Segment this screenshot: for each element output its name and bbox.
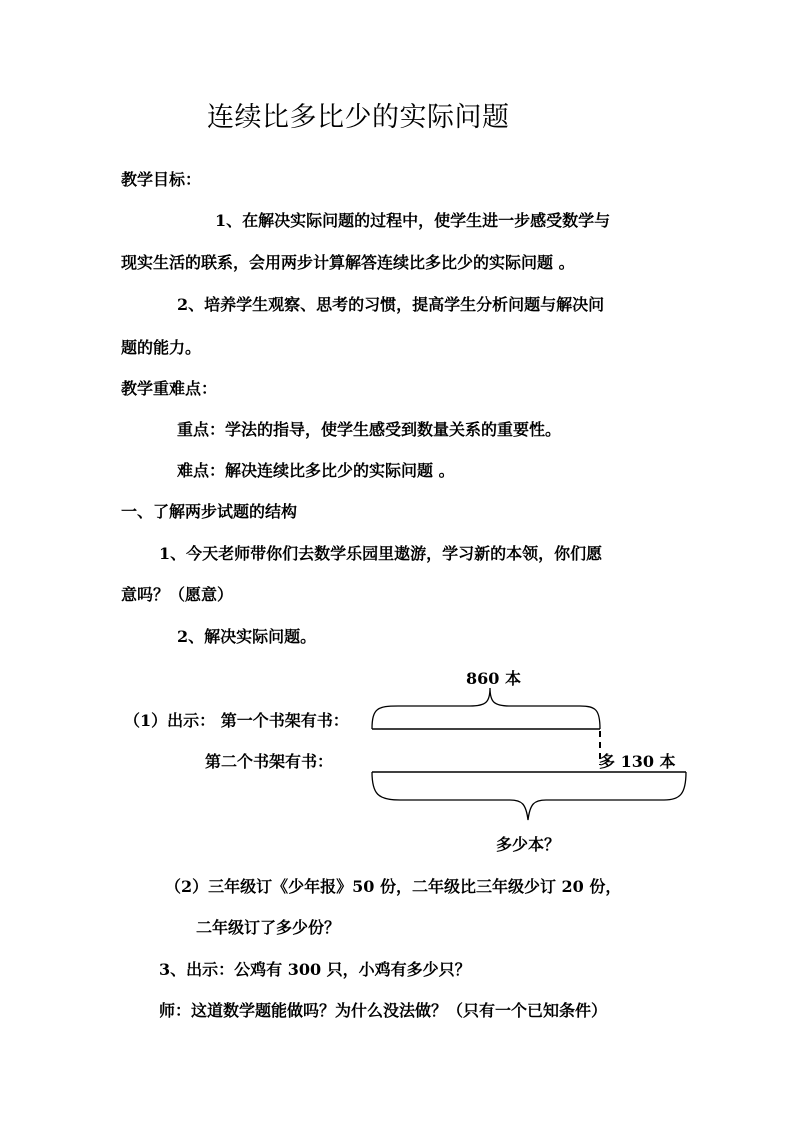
objective-1-line-1: 1、在解决实际问题的过程中，使学生进一步感受数学与 [215,211,611,230]
question-label: 多少本？ [496,835,561,854]
bottom-brace [372,772,686,820]
objective-2-line-1: 2、培养学生观察、思考的习惯，提高学生分析问题与解决问 [177,295,605,314]
section-3-line-2: 师：这道数学题能做吗？为什么没法做？（只有一个已知条件） [159,1001,608,1020]
section-1-heading: 一、了解两步试题的结构 [121,502,298,521]
top-brace [372,688,600,729]
objective-2-line-2: 题的能力。 [121,338,202,357]
section-1-paragraph-1-line-2: 意吗？（愿意） [121,585,234,604]
shelf-1-label: （1）出示： 第一个书架有书： [124,711,349,730]
total-860-label: 860 本 [466,669,521,688]
difficulty-text: 难点：解决连续比多比少的实际问题 。 [177,461,455,480]
objective-1-line-2: 现实生活的联系，会用两步计算解答连续比多比少的实际问题 。 [121,253,575,272]
problem-2-line-1: （2）三年级订《少年报》50 份，二年级比三年级少订 20 份， [165,877,622,896]
key-points-heading: 教学重难点： [121,379,218,398]
problem-2-line-2: 二年级订了多少份？ [196,918,341,937]
difference-label: 多 130 本 [599,752,676,771]
focus-text: 重点：学法的指导，使学生感受到数量关系的重要性。 [177,420,562,439]
section-3-line-1: 3、出示：公鸡有 300 只，小鸡有多少只？ [159,960,471,979]
page-title: 连续比多比少的实际问题 [207,102,510,133]
section-1-paragraph-2: 2、解决实际问题。 [177,627,317,646]
section-1-paragraph-1-line-1: 1、今天老师带你们去数学乐园里遨游，学习新的本领，你们愿 [159,544,603,563]
objectives-heading: 教学目标： [121,170,202,189]
shelf-2-label: 第二个书架有书： [205,752,334,771]
